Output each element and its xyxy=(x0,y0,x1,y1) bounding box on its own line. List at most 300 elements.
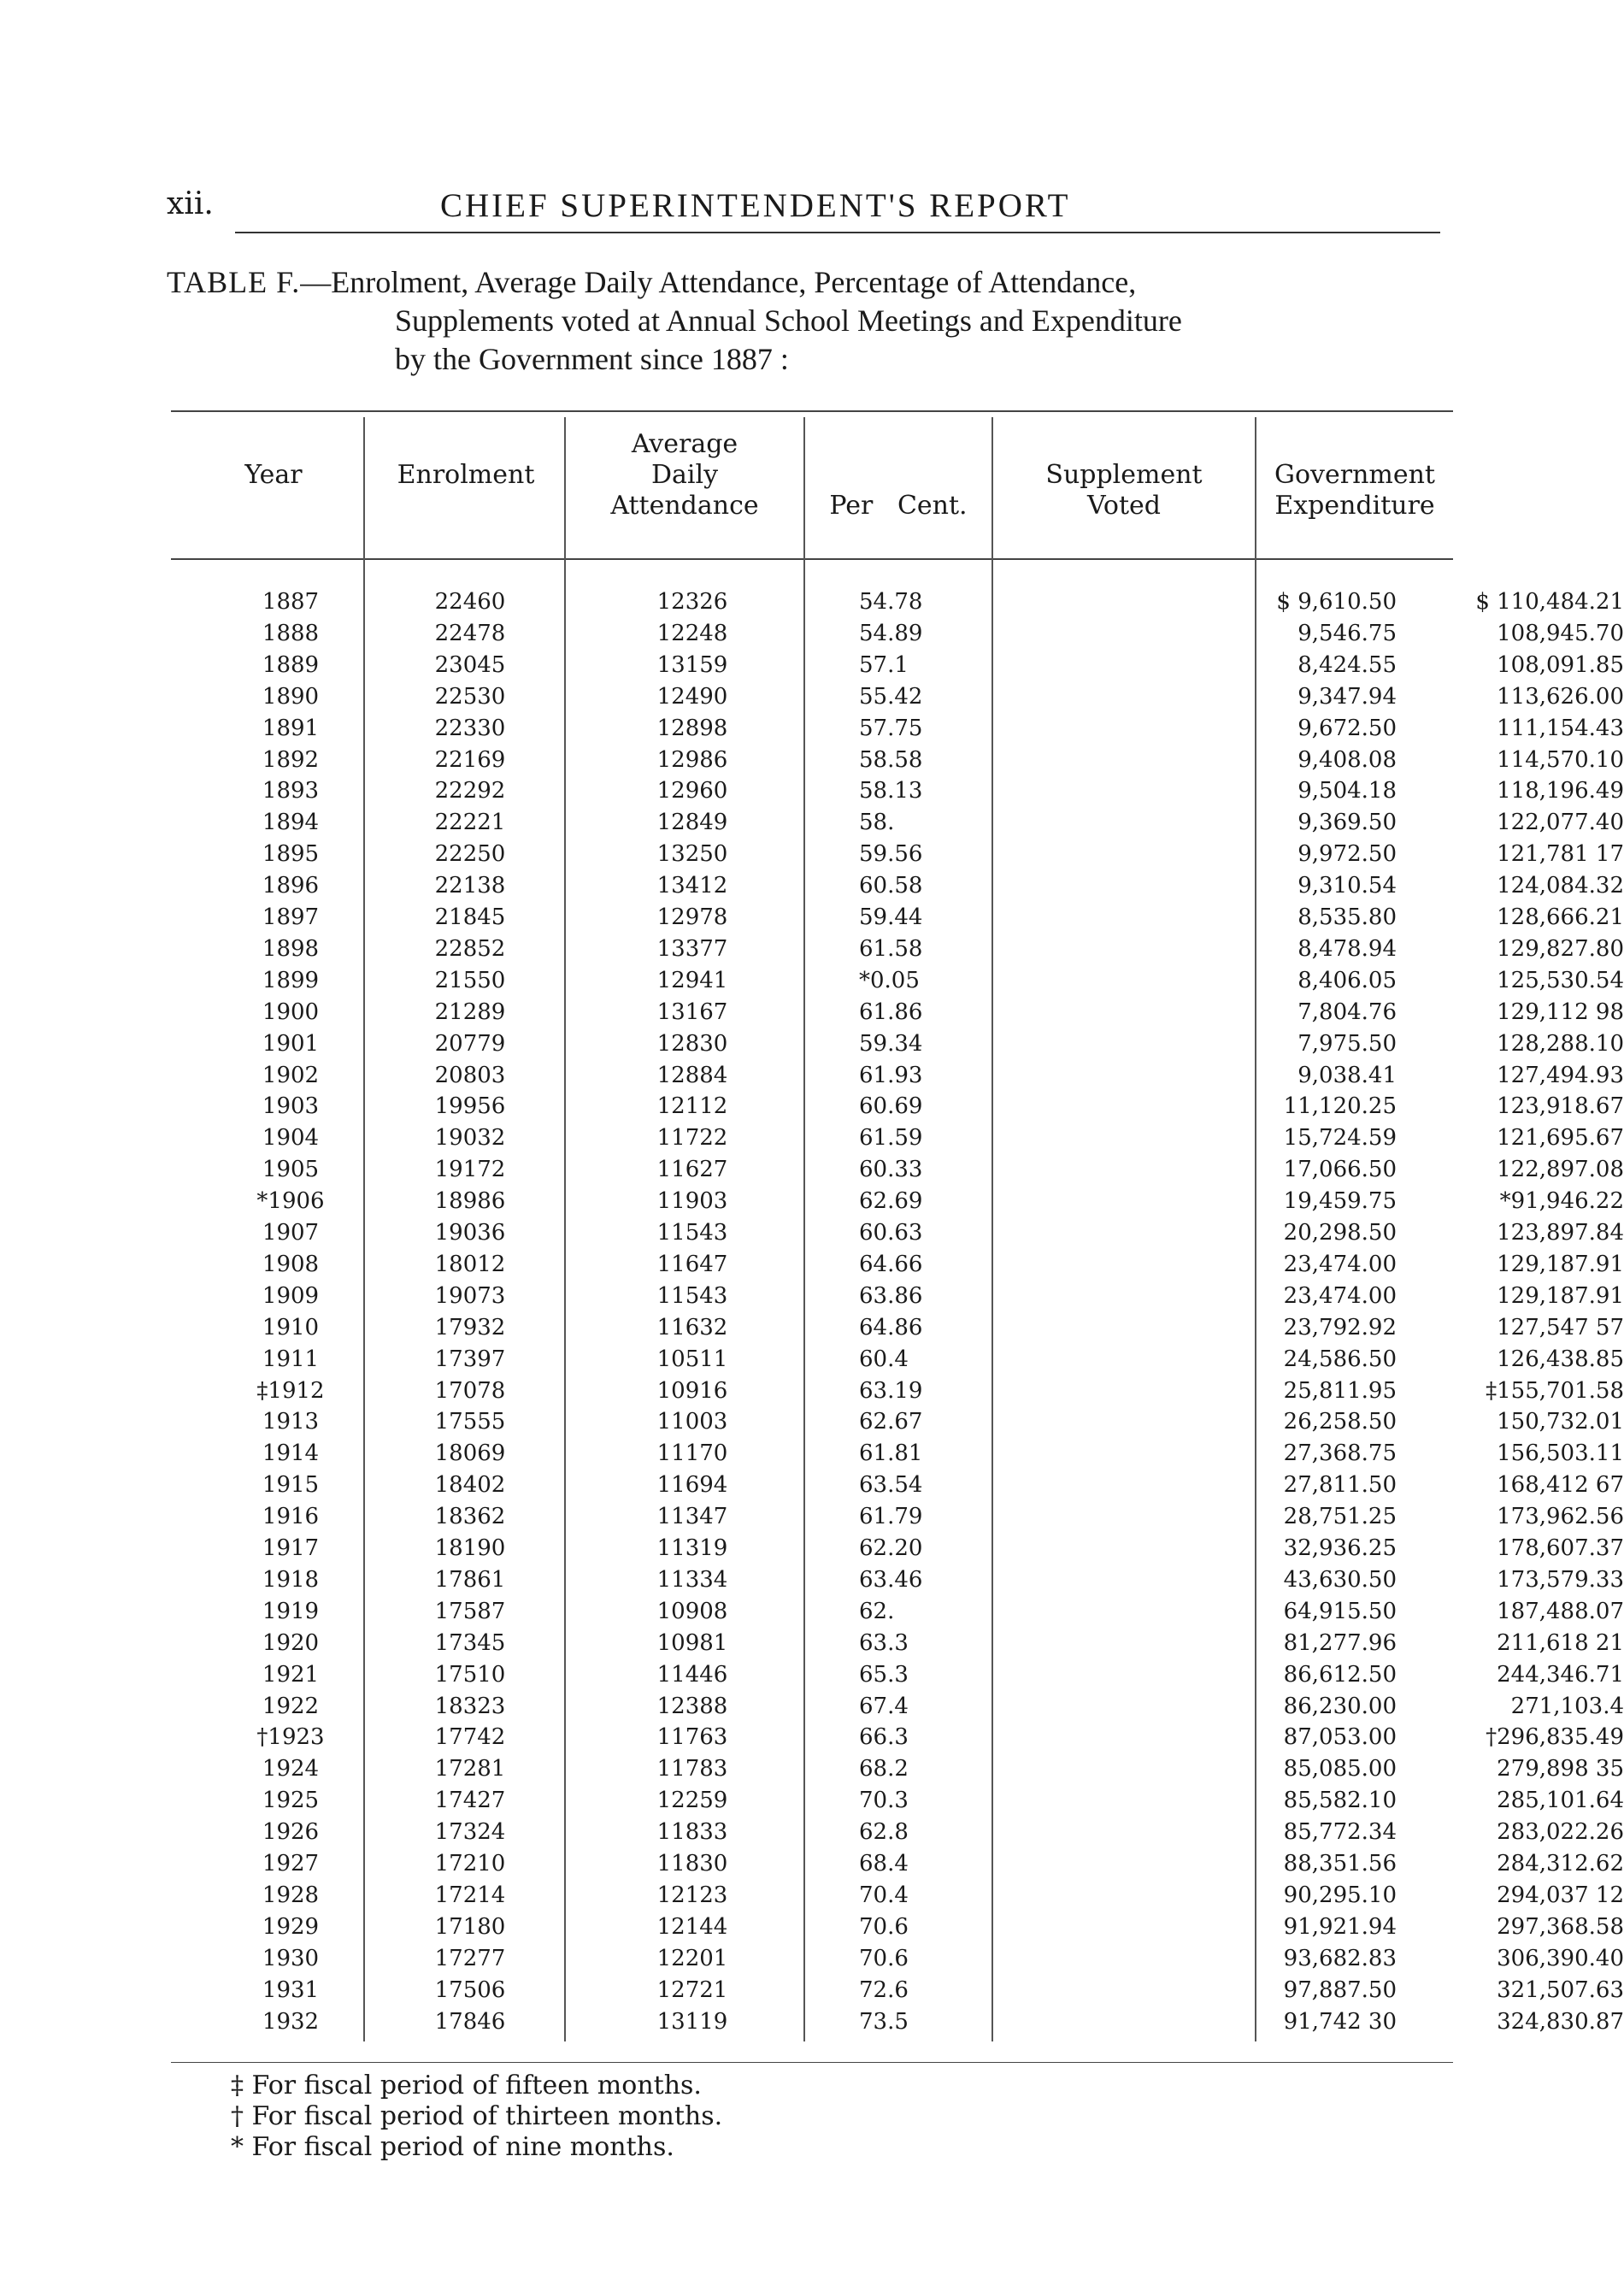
supplement-cell: 11,120.25 xyxy=(1283,1093,1397,1120)
attendance-cell: 12986 xyxy=(656,746,728,773)
government-cell: 156,503.11 xyxy=(1497,1440,1624,1467)
government-cell: 111,154.43 xyxy=(1497,715,1624,741)
caption-line-1: —Enrolment, Average Daily Attendance, Percentage of Attendance, xyxy=(300,265,1137,299)
government-cell: *91,946.22 xyxy=(1499,1188,1624,1215)
supplement-cell: 23,474.00 xyxy=(1283,1282,1397,1309)
government-cell: 124,084.32 xyxy=(1497,873,1624,899)
year-cell: 1892 xyxy=(262,746,320,773)
percent-cell: 63.3 xyxy=(859,1629,909,1656)
government-cell: 129,187.91 xyxy=(1497,1251,1624,1277)
attendance-cell: 11722 xyxy=(656,1125,728,1152)
attendance-cell: 13159 xyxy=(656,651,728,678)
table-row xyxy=(171,1406,1624,1438)
government-cell: 128,666.21 xyxy=(1497,904,1624,930)
attendance-cell: 12259 xyxy=(656,1788,728,1814)
enrolment-cell: 18323 xyxy=(434,1693,506,1719)
year-cell: 1916 xyxy=(262,1504,320,1530)
government-cell: 126,438.85 xyxy=(1497,1346,1624,1372)
supplement-cell: 85,772.34 xyxy=(1283,1819,1397,1846)
government-cell: 108,091.85 xyxy=(1497,651,1624,678)
government-cell: 285,101.64 xyxy=(1497,1788,1624,1814)
percent-cell: 62. xyxy=(859,1598,895,1624)
column-header-percent: Per Cent. xyxy=(829,491,968,521)
supplement-cell: 86,230.00 xyxy=(1283,1693,1397,1719)
government-cell: 211,618 21 xyxy=(1497,1629,1624,1656)
percent-cell: 58.58 xyxy=(859,746,923,773)
attendance-cell: 11833 xyxy=(656,1819,728,1846)
table-row xyxy=(171,1975,1624,2006)
table-row xyxy=(171,775,1624,807)
supplement-cell: 9,546.75 xyxy=(1297,620,1397,646)
attendance-cell: 12144 xyxy=(656,1913,728,1940)
table-label: TABLE F. xyxy=(167,265,301,299)
attendance-cell: 11830 xyxy=(656,1851,728,1876)
year-cell: 1925 xyxy=(262,1788,320,1814)
enrolment-cell: 17510 xyxy=(434,1661,506,1688)
supplement-cell: 81,277.96 xyxy=(1283,1629,1397,1656)
table-row xyxy=(171,1533,1624,1564)
table-row xyxy=(171,1753,1624,1785)
percent-cell: 58.13 xyxy=(859,778,923,804)
supplement-cell: 9,347.94 xyxy=(1297,683,1397,710)
year-cell: ‡1912 xyxy=(256,1377,325,1404)
supplement-cell: 24,586.50 xyxy=(1283,1346,1397,1372)
enrolment-cell: 19073 xyxy=(434,1282,506,1309)
supplement-cell: 93,682.83 xyxy=(1283,1945,1397,1971)
year-cell: 1898 xyxy=(262,935,320,962)
attendance-cell: 12248 xyxy=(656,620,728,646)
government-cell: 123,918.67 xyxy=(1497,1093,1624,1120)
government-cell: 108,945.70 xyxy=(1497,620,1624,646)
government-cell: 150,732.01 xyxy=(1497,1409,1624,1435)
enrolment-cell: 22292 xyxy=(434,778,506,804)
year-cell: 1901 xyxy=(262,1030,320,1057)
government-cell: 173,962.56 xyxy=(1497,1504,1624,1530)
table-row xyxy=(171,902,1624,934)
government-cell: 122,897.08 xyxy=(1497,1157,1624,1183)
enrolment-cell: 17932 xyxy=(434,1314,506,1340)
enrolment-cell: 22221 xyxy=(434,810,506,836)
attendance-cell: 12326 xyxy=(656,589,728,615)
year-cell: 1929 xyxy=(262,1913,320,1940)
government-cell: 123,897.84 xyxy=(1497,1220,1624,1246)
supplement-cell: 9,672.50 xyxy=(1297,715,1397,741)
table-row xyxy=(171,1154,1624,1186)
year-cell: 1897 xyxy=(262,904,320,930)
year-cell: 1918 xyxy=(262,1566,320,1593)
percent-cell: 60.69 xyxy=(859,1093,923,1120)
percent-cell: 57.75 xyxy=(859,715,923,741)
year-cell: 1919 xyxy=(262,1598,320,1624)
table-row xyxy=(171,1217,1624,1249)
attendance-cell: 12830 xyxy=(656,1030,728,1057)
table-row xyxy=(171,1943,1624,1975)
supplement-cell: 9,504.18 xyxy=(1297,778,1397,804)
column-header-supplement: Supplement Voted xyxy=(1045,460,1203,521)
enrolment-cell: 20779 xyxy=(434,1030,506,1057)
table-row xyxy=(171,1848,1624,1880)
enrolment-cell: 21550 xyxy=(434,967,506,993)
government-cell: 294,037 12 xyxy=(1497,1882,1624,1908)
year-cell: 1910 xyxy=(262,1314,320,1340)
column-header-enrolment: Enrolment xyxy=(397,460,535,490)
year-cell: 1899 xyxy=(262,967,320,993)
enrolment-cell: 22478 xyxy=(434,620,506,646)
year-cell: 1887 xyxy=(262,589,320,615)
enrolment-cell: 17846 xyxy=(434,2008,506,2035)
government-cell: 173,579.33 xyxy=(1497,1566,1624,1593)
percent-cell: 70.6 xyxy=(859,1945,909,1971)
enrolment-cell: 17861 xyxy=(434,1566,506,1593)
enrolment-cell: 17555 xyxy=(434,1409,506,1435)
supplement-cell: 9,038.41 xyxy=(1297,1062,1397,1088)
percent-cell: 61.59 xyxy=(859,1125,923,1152)
table-row xyxy=(171,713,1624,745)
enrolment-cell: 17277 xyxy=(434,1945,506,1971)
government-cell: 114,570.10 xyxy=(1497,746,1624,773)
percent-cell: 55.42 xyxy=(859,683,923,710)
government-cell: 284,312.62 xyxy=(1497,1851,1624,1876)
percent-cell: 72.6 xyxy=(859,1976,909,2003)
percent-cell: 68.2 xyxy=(859,1756,909,1782)
percent-cell: 58. xyxy=(859,810,895,836)
attendance-cell: 10908 xyxy=(656,1598,728,1624)
enrolment-cell: 17078 xyxy=(434,1377,506,1404)
year-cell: 1902 xyxy=(262,1062,320,1088)
supplement-cell: 26,258.50 xyxy=(1283,1409,1397,1435)
year-cell: 1891 xyxy=(262,715,320,741)
table-row xyxy=(171,1785,1624,1817)
attendance-cell: 13167 xyxy=(656,999,728,1025)
footnotes xyxy=(231,2071,722,2163)
attendance-cell: 11003 xyxy=(656,1409,728,1435)
percent-cell: 62.8 xyxy=(859,1819,909,1846)
year-cell: 1895 xyxy=(262,841,320,868)
table-row xyxy=(171,1880,1624,1912)
government-cell: 279,898 35 xyxy=(1497,1756,1624,1782)
enrolment-cell: 22250 xyxy=(434,841,506,868)
supplement-cell: 28,751.25 xyxy=(1283,1504,1397,1530)
attendance-cell: 12388 xyxy=(656,1693,728,1719)
attendance-cell: 12884 xyxy=(656,1062,728,1088)
government-cell: 187,488.07 xyxy=(1497,1598,1624,1624)
percent-cell: 61.79 xyxy=(859,1504,923,1530)
supplement-cell: 20,298.50 xyxy=(1283,1220,1397,1246)
attendance-cell: 13119 xyxy=(656,2008,728,2035)
attendance-cell: 10916 xyxy=(656,1377,728,1404)
percent-cell: 68.4 xyxy=(859,1851,909,1876)
percent-cell: 65.3 xyxy=(859,1661,909,1688)
percent-cell: 60.4 xyxy=(859,1346,909,1372)
supplement-cell: 15,724.59 xyxy=(1283,1125,1397,1152)
table-row xyxy=(171,934,1624,965)
table-row xyxy=(171,1817,1624,1848)
year-cell: †1923 xyxy=(256,1724,325,1751)
table-row xyxy=(171,870,1624,902)
attendance-cell: 12898 xyxy=(656,715,728,741)
table-row xyxy=(171,1122,1624,1154)
year-cell: 1908 xyxy=(262,1251,320,1277)
attendance-cell: 11627 xyxy=(656,1157,728,1183)
attendance-cell: 11694 xyxy=(656,1472,728,1499)
data-table xyxy=(171,410,1624,2112)
percent-cell: 54.78 xyxy=(859,589,923,615)
attendance-cell: 12112 xyxy=(656,1093,728,1120)
attendance-cell: 12849 xyxy=(656,810,728,836)
percent-cell: 64.66 xyxy=(859,1251,923,1277)
government-cell: 118,196.49 xyxy=(1497,778,1624,804)
supplement-cell: 8,424.55 xyxy=(1297,651,1397,678)
footnote-nine-months: * For fiscal period of nine months. xyxy=(231,2132,674,2162)
enrolment-cell: 18402 xyxy=(434,1472,506,1499)
page-number: xii. xyxy=(167,186,214,221)
government-cell: ‡155,701.58 xyxy=(1486,1377,1624,1404)
year-cell: 1926 xyxy=(262,1819,320,1846)
attendance-cell: 11763 xyxy=(656,1724,728,1751)
attendance-cell: 10511 xyxy=(656,1346,728,1372)
percent-cell: 66.3 xyxy=(859,1724,909,1751)
attendance-cell: 13250 xyxy=(656,841,728,868)
government-cell: 128,288.10 xyxy=(1497,1030,1624,1057)
attendance-cell: 11334 xyxy=(656,1566,728,1593)
supplement-cell: 19,459.75 xyxy=(1283,1188,1397,1215)
government-cell: 127,547 57 xyxy=(1497,1314,1624,1340)
enrolment-cell: 19172 xyxy=(434,1157,506,1183)
enrolment-cell: 21845 xyxy=(434,904,506,930)
table-row xyxy=(171,1312,1624,1344)
percent-cell: 61.58 xyxy=(859,935,923,962)
year-cell: 1932 xyxy=(262,2008,320,2035)
government-cell: 306,390.40 xyxy=(1497,1945,1624,1971)
government-cell: 178,607.37 xyxy=(1497,1535,1624,1561)
attendance-cell: 12960 xyxy=(656,778,728,804)
supplement-cell: 17,066.50 xyxy=(1283,1157,1397,1183)
page-header xyxy=(167,186,1449,231)
supplement-cell: 25,811.95 xyxy=(1283,1377,1397,1404)
supplement-cell: 90,295.10 xyxy=(1283,1882,1397,1908)
supplement-cell: 87,053.00 xyxy=(1283,1724,1397,1751)
year-cell: 1914 xyxy=(262,1440,320,1467)
percent-cell: 62.69 xyxy=(859,1188,923,1215)
year-cell: 1931 xyxy=(262,1976,320,2003)
enrolment-cell: 18012 xyxy=(434,1251,506,1277)
supplement-cell: 9,972.50 xyxy=(1297,841,1397,868)
table-row xyxy=(171,745,1624,776)
percent-cell: *0.05 xyxy=(859,967,920,993)
column-header-attendance: Average Daily Attendance xyxy=(610,429,759,521)
supplement-cell: 8,478.94 xyxy=(1297,935,1397,962)
table-row xyxy=(171,839,1624,870)
table-row xyxy=(171,1091,1624,1122)
table-row xyxy=(171,1376,1624,1407)
year-cell: 1905 xyxy=(262,1157,320,1183)
attendance-cell: 11632 xyxy=(656,1314,728,1340)
percent-cell: 63.86 xyxy=(859,1282,923,1309)
percent-cell: 70.4 xyxy=(859,1882,909,1908)
header-rule xyxy=(235,232,1440,233)
table-row xyxy=(171,1691,1624,1723)
enrolment-cell: 22852 xyxy=(434,935,506,962)
attendance-cell: 12201 xyxy=(656,1945,728,1971)
percent-cell: 59.34 xyxy=(859,1030,923,1057)
enrolment-cell: 22460 xyxy=(434,589,506,615)
year-cell: 1924 xyxy=(262,1756,320,1782)
percent-cell: 60.63 xyxy=(859,1220,923,1246)
attendance-cell: 12123 xyxy=(656,1882,728,1908)
government-cell: 127,494.93 xyxy=(1497,1062,1624,1088)
footnote-rule xyxy=(171,2062,1453,2063)
percent-cell: 59.56 xyxy=(859,841,923,868)
supplement-cell: 88,351.56 xyxy=(1283,1851,1397,1876)
government-cell: 113,626.00 xyxy=(1497,683,1624,710)
attendance-cell: 11446 xyxy=(656,1661,728,1688)
percent-cell: 61.93 xyxy=(859,1062,923,1088)
supplement-cell: 23,792.92 xyxy=(1283,1314,1397,1340)
attendance-cell: 10981 xyxy=(656,1629,728,1656)
year-cell: 1911 xyxy=(262,1346,320,1372)
enrolment-cell: 17345 xyxy=(434,1629,506,1656)
table-row xyxy=(171,2006,1624,2038)
supplement-cell: 8,535.80 xyxy=(1297,904,1397,930)
year-cell: 1900 xyxy=(262,999,320,1025)
table-row xyxy=(171,1344,1624,1376)
enrolment-cell: 22530 xyxy=(434,683,506,710)
table-row xyxy=(171,1060,1624,1092)
government-cell: 321,507.63 xyxy=(1497,1976,1624,2003)
supplement-cell: 7,804.76 xyxy=(1297,999,1397,1025)
percent-cell: 63.54 xyxy=(859,1472,923,1499)
enrolment-cell: 17506 xyxy=(434,1976,506,2003)
supplement-cell: 9,310.54 xyxy=(1297,873,1397,899)
government-cell: 297,368.58 xyxy=(1497,1913,1624,1940)
enrolment-cell: 19036 xyxy=(434,1220,506,1246)
percent-cell: 70.3 xyxy=(859,1788,909,1814)
percent-cell: 59.44 xyxy=(859,904,923,930)
year-cell: 1903 xyxy=(262,1093,320,1120)
supplement-cell: 85,582.10 xyxy=(1283,1788,1397,1814)
table-row xyxy=(171,1249,1624,1281)
year-cell: 1888 xyxy=(262,620,320,646)
percent-cell: 73.5 xyxy=(859,2008,909,2035)
percent-cell: 70.6 xyxy=(859,1913,909,1940)
enrolment-cell: 17281 xyxy=(434,1756,506,1782)
percent-cell: 57.1 xyxy=(859,651,909,678)
year-cell: 1893 xyxy=(262,778,320,804)
enrolment-cell: 22330 xyxy=(434,715,506,741)
attendance-cell: 12941 xyxy=(656,967,728,993)
enrolment-cell: 22169 xyxy=(434,746,506,773)
table-row xyxy=(171,807,1624,839)
year-cell: 1930 xyxy=(262,1945,320,1971)
government-cell: 324,830.87 xyxy=(1497,2008,1624,2035)
percent-cell: 60.33 xyxy=(859,1157,923,1183)
supplement-cell: 86,612.50 xyxy=(1283,1661,1397,1688)
table-row xyxy=(171,1028,1624,1060)
year-cell: 1909 xyxy=(262,1282,320,1309)
attendance-cell: 11903 xyxy=(656,1188,728,1215)
attendance-cell: 12978 xyxy=(656,904,728,930)
percent-cell: 64.86 xyxy=(859,1314,923,1340)
year-cell: 1890 xyxy=(262,683,320,710)
enrolment-cell: 17397 xyxy=(434,1346,506,1372)
supplement-cell: 91,921.94 xyxy=(1283,1913,1397,1940)
year-cell: 1917 xyxy=(262,1535,320,1561)
enrolment-cell: 22138 xyxy=(434,873,506,899)
supplement-cell: 85,085.00 xyxy=(1283,1756,1397,1782)
year-cell: 1889 xyxy=(262,651,320,678)
attendance-cell: 13377 xyxy=(656,935,728,962)
year-cell: 1896 xyxy=(262,873,320,899)
table-row xyxy=(171,1501,1624,1533)
enrolment-cell: 18190 xyxy=(434,1535,506,1561)
year-cell: 1920 xyxy=(262,1629,320,1656)
attendance-cell: 11647 xyxy=(656,1251,728,1277)
column-header-government: Government Expenditure xyxy=(1274,460,1435,521)
percent-cell: 67.4 xyxy=(859,1693,909,1719)
government-cell: $ 110,484.21 xyxy=(1475,589,1624,615)
year-cell: 1928 xyxy=(262,1882,320,1908)
enrolment-cell: 19032 xyxy=(434,1125,506,1152)
government-cell: 129,112 98 xyxy=(1497,999,1624,1025)
enrolment-cell: 18362 xyxy=(434,1504,506,1530)
percent-cell: 62.20 xyxy=(859,1535,923,1561)
supplement-cell: $ 9,610.50 xyxy=(1276,589,1397,615)
government-cell: 122,077.40 xyxy=(1497,810,1624,836)
year-cell: 1921 xyxy=(262,1661,320,1688)
enrolment-cell: 17214 xyxy=(434,1882,506,1908)
table-row xyxy=(171,1596,1624,1628)
table-top-rule xyxy=(171,410,1453,412)
caption-line-3: by the Government since 1887 : xyxy=(395,342,789,376)
enrolment-cell: 23045 xyxy=(434,651,506,678)
government-cell: †296,835.49 xyxy=(1486,1724,1624,1751)
percent-cell: 61.86 xyxy=(859,999,923,1025)
government-cell: 121,695.67 xyxy=(1497,1125,1624,1152)
attendance-cell: 13412 xyxy=(656,873,728,899)
year-cell: 1913 xyxy=(262,1409,320,1435)
enrolment-cell: 21289 xyxy=(434,999,506,1025)
supplement-cell: 97,887.50 xyxy=(1283,1976,1397,2003)
table-row xyxy=(171,1564,1624,1596)
supplement-cell: 27,811.50 xyxy=(1283,1472,1397,1499)
enrolment-cell: 17210 xyxy=(434,1851,506,1876)
supplement-cell: 8,406.05 xyxy=(1297,967,1397,993)
year-cell: 1907 xyxy=(262,1220,320,1246)
attendance-cell: 11543 xyxy=(656,1282,728,1309)
percent-cell: 60.58 xyxy=(859,873,923,899)
government-cell: 121,781 17 xyxy=(1497,841,1624,868)
table-row xyxy=(171,1186,1624,1217)
footnote-fifteen-months: ‡ For fiscal period of fifteen months. xyxy=(231,2071,702,2100)
enrolment-cell: 17180 xyxy=(434,1913,506,1940)
year-cell: *1906 xyxy=(256,1188,325,1215)
year-cell: 1927 xyxy=(262,1851,320,1876)
enrolment-cell: 17587 xyxy=(434,1598,506,1624)
caption-line-2: Supplements voted at Annual School Meetings and Expenditure xyxy=(395,303,1182,338)
government-cell: 244,346.71 xyxy=(1497,1661,1624,1688)
government-cell: 283,022.26 xyxy=(1497,1819,1624,1846)
attendance-cell: 11347 xyxy=(656,1504,728,1530)
attendance-cell: 12721 xyxy=(656,1976,728,2003)
attendance-cell: 11783 xyxy=(656,1756,728,1782)
table-row xyxy=(171,1281,1624,1312)
attendance-cell: 11319 xyxy=(656,1535,728,1561)
government-cell: 271,103.4 xyxy=(1510,1693,1624,1719)
table-row xyxy=(171,1722,1624,1753)
attendance-cell: 11543 xyxy=(656,1220,728,1246)
column-header-year: Year xyxy=(244,460,303,490)
percent-cell: 54.89 xyxy=(859,620,923,646)
